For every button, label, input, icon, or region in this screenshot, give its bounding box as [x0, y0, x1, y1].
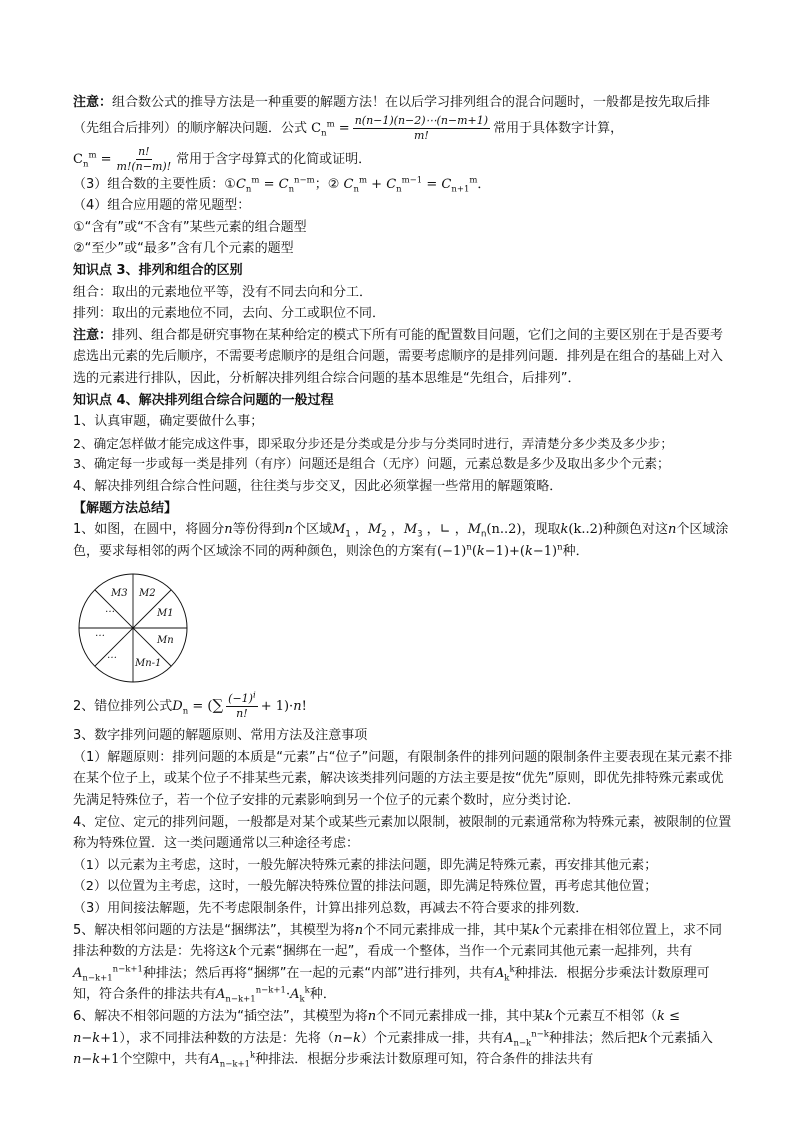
summary-item-3-title: 3、数字排列问题的解题原则、常用方法及注意事项 [73, 728, 368, 744]
kp3-permutation: 排列：取出的元素地位不同，去向、分工或职位不同． [73, 306, 386, 322]
types-heading: （4）组合应用题的常见题型： [73, 198, 251, 214]
region-label: M3 [111, 588, 128, 600]
comb-symbol: $C_n^m$ = [311, 119, 350, 139]
type-1: ①“含有”或“不含有”某些元素的组合题型 [73, 219, 307, 235]
note-text-c: 常用于含字母算式的化简或证明． [176, 151, 372, 167]
kp3-combination: 组合：取出的元素地位平等，没有不同去向和分工． [73, 284, 373, 300]
document-page [73, 92, 733, 1071]
kp4-step-4: 4、解决排列组合综合性问题，往往类与步交叉，因此必须掌握一些常用的解题策略． [73, 478, 563, 494]
summary-item-3-1: （1）解题原则：排列问题的本质是“元素”占“位子”问题，有限制条件的排列问题的限制条件主要表现在某元素不排在某个位子上，或某个位子不排某些元素，解决该类排列问题的方法主要是按“优先”原则，即优先排特殊元素或优先满足特殊位子，若一个位子安排的元素影响到另一个位子的元素个数时，应分类讨论． [73, 749, 733, 809]
property-1: $C_n^m = C_n^{n-m}$ [235, 175, 315, 195]
properties-label: （3）组合数的主要性质：① [73, 176, 236, 192]
note-label: 注意： [73, 95, 113, 110]
kp4-title: 知识点 4、解决排列组合综合问题的一般过程 [73, 392, 334, 408]
region-label: Mn-1 [135, 658, 162, 670]
circle-regions-diagram [73, 568, 193, 688]
summary-item-4-1: （1）以元素为主考虑，这时，一般先解决特殊元素的排法问题，即先满足特殊元素，再安排其他元素； [73, 857, 658, 873]
type-2: ②“至少”或“最多”含有几个元素的题型 [73, 241, 294, 257]
kp3-note [73, 325, 733, 390]
summary-title: 【解题方法总结】 [73, 500, 178, 516]
circle-figure [73, 568, 193, 688]
summary-item-6: 6、解决不相邻问题的方法为“插空法”，其模型为将n个不同元素排成一排，其中某k个元素互不相邻（k ≤ n−k+1），求不同排法种数的方法是：先将（n−k）个元素排成一排，共有$A_{n-k}^{n-k}$种排法；然后把k个元素插入n−k+1个空隙中，共有$A_{n-k+1}^k$种排法．根据分步乘法计数原理可知，符合条件的排法共有 [73, 1009, 713, 1070]
comb-formula-product: $\frac{n(n-1)(n-2)\cdots(n-m+1)}{m!}$ [354, 113, 489, 142]
summary-item-4: 4、定位、定元的排列问题，一般都是对某个或某些元素加以限制，被限制的元素通常称为特殊元素，被限制的位置称为特殊位置．这一类问题通常以三种途径考虑： [73, 814, 732, 852]
kp4-step-1: 1、认真审题，确定要做什么事； [73, 414, 264, 430]
region-label: M1 [157, 608, 174, 620]
property-2: $C_n^m + C_n^{m-1} = C_{n+1}^m$ [343, 175, 478, 195]
summary-item-5: 5、解决相邻问题的方法是“捆绑法”，其模型为将n个不同元素排成一排，其中某k个元素排在相邻位置上，求不同排法种数的方法是：先将这k个元素“捆绑在一起”，看成一个整体，当作一个元素同其他元素一起排列，共有$A_{n-k+1}^{n-k+1}$种排法；然后再将“捆绑”在一起的元素“内部”进行排列，共有$A_k^k$种排法．根据分步乘法计数原理可知，符合条件的排法共有$A_{n-k+1}^{n-k+1}\cdot A_k^k$种． [73, 922, 723, 1005]
kp3-note-text: 排列、组合都是研究事物在某种给定的模式下所有可能的配置数目问题，它们之间的主要区别在于是否要考虑选出元素的先后顺序，不需要考虑顺序的是组合问题，需要考虑顺序的是排列问题．排列是在组合的基础上对入选的元素进行排队，因此，分析解决排列组合综合问题的基本思维是“先组合，后排列”． [73, 327, 724, 386]
kp4-step-2: 2、确定怎样做才能完成这件事，即采取分步还是分类或是分步与分类同时进行，弄清楚分多少类及多少步； [73, 435, 673, 451]
region-label: … [107, 650, 117, 662]
summary-item-4-2: （2）以位置为主考虑，这时，一般先解决特殊位置的排法问题，即先满足特殊位置，再考虑其他位置； [73, 879, 658, 895]
note-text-a: 组合数公式的推导方法是一种重要的解题方法！在以后学习排列组合的混合问题时，一般都是按先取后排（先组合后排列）的顺序解决问题．公式 [73, 95, 711, 136]
kp4-step-3: 3、确定每一步或每一类是排列（有序）问题还是组合（无序）问题，元素总数是多少及取出多少个元素； [73, 457, 670, 473]
comb-symbol-2: $C_n^m$ = [73, 150, 112, 170]
formula-factorial-line [73, 145, 733, 174]
note-text-b: 常用于具体数字计算， [493, 120, 624, 136]
kp3-note-label: 注意： [73, 327, 113, 343]
summary-item-2: 2、错位排列公式$D_n$ = (∑ $\frac{(-1)^i}{n!}$ + 1)·n! [73, 690, 307, 721]
region-label: M2 [139, 588, 156, 600]
region-label: … [95, 628, 105, 640]
region-label: Mn [157, 635, 174, 647]
summary-item-1: 1、如图，在圆中，将圆分n等份得到n个区域$M_1$ ，$M_2$ ，$M_3$ ，∟ ，$M_n(n..2)$，现取k(k..2)种颜色对这n个区域涂色，要求每相邻的两个区域涂不同的两种颜色，则涂色的方案有$(-1)^n(k-1)+(k-1)^n$种． [73, 522, 729, 559]
comb-formula-factorial: $\frac{n!}{m!(n-m)!}$ [116, 144, 172, 173]
note-paragraph [73, 92, 733, 143]
properties-line: （3）组合数的主要性质：$①C_n^m = C_n^{n-m}$；② $C_n^m + C_n^{m-1} = C_{n+1}^m$． [73, 175, 491, 195]
summary-item-4-3: （3）用间接法解题，先不考虑限制条件，计算出排列总数，再减去不符合要求的排列数． [73, 901, 589, 917]
kp3-title: 知识点 3、排列和组合的区别 [73, 262, 243, 278]
region-label: … [105, 604, 115, 616]
